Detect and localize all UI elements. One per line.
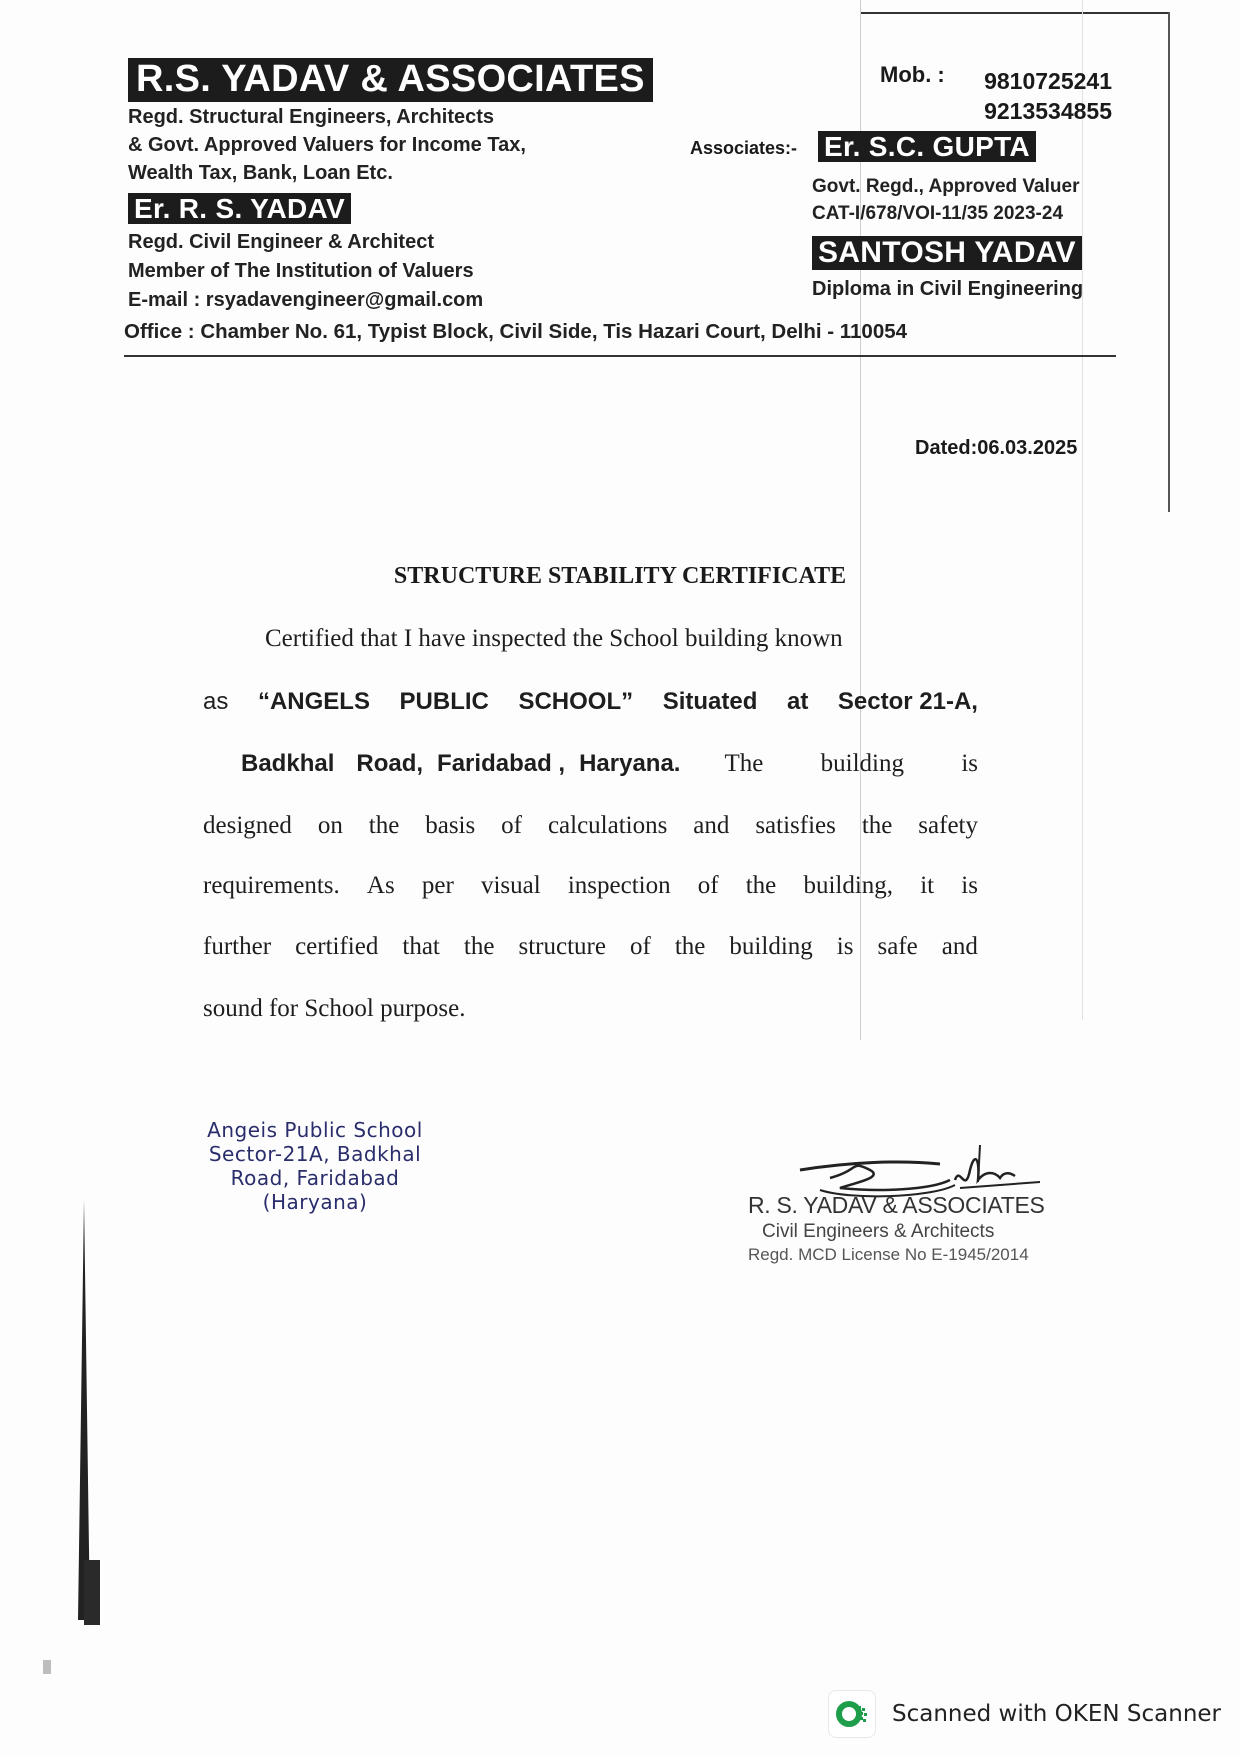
body-word: Situated	[662, 688, 758, 715]
principal-membership: Member of The Institution of Valuers	[128, 260, 474, 282]
body-line	[203, 872, 978, 900]
body-word: As	[366, 872, 395, 899]
body-word: on	[317, 812, 343, 839]
associate-detail: Diploma in Civil Engineering	[812, 278, 1084, 300]
mobile-number: 9810725241	[984, 68, 1112, 94]
stamp-line: Angeis Public School	[207, 1118, 423, 1142]
mobile-label: Mob. :	[880, 62, 945, 87]
body-word: as	[203, 688, 229, 715]
firm-name-banner: R.S. YADAV & ASSOCIATES	[128, 58, 653, 102]
letterhead-divider	[124, 355, 1116, 357]
associate-detail: Govt. Regd., Approved Valuer	[812, 176, 1080, 197]
oken-logo-icon	[828, 1690, 876, 1738]
body-word: certified	[295, 933, 379, 960]
body-word: requirements.	[203, 872, 340, 899]
body-word: inspection	[567, 872, 671, 899]
body-word: is	[961, 750, 978, 777]
school-name-word: PUBLIC	[399, 688, 489, 715]
body-word: the	[745, 872, 777, 899]
mobile-number: 9213534855	[984, 98, 1112, 124]
tagline-line: Wealth Tax, Bank, Loan Etc.	[128, 162, 393, 184]
body-word: is	[961, 872, 978, 899]
body-word: visual	[480, 872, 541, 899]
principal-name-banner: Er. R. S. YADAV	[128, 193, 351, 224]
body-word: the	[674, 933, 706, 960]
associate-name-banner: SANTOSH YADAV	[812, 236, 1082, 270]
body-word: building,	[803, 872, 894, 899]
associate-name-banner: Er. S.C. GUPTA	[818, 131, 1036, 162]
body-word: of	[501, 812, 522, 839]
body-word: is	[836, 933, 854, 960]
office-address: Office : Chamber No. 61, Typist Block, Civil Side, Tis Hazari Court, Delhi - 110054	[124, 320, 908, 343]
body-line	[203, 812, 978, 840]
school-name-word: SCHOOL”	[518, 688, 634, 715]
associates-label: Associates:-	[690, 138, 798, 158]
school-name-word: “ANGELS	[257, 688, 370, 715]
body-word: of	[629, 933, 651, 960]
body-word: building	[729, 933, 813, 960]
scan-artifact	[43, 1660, 51, 1674]
body-word: of	[697, 872, 719, 899]
body-word: and	[941, 933, 978, 960]
principal-details	[128, 228, 483, 315]
firm-tagline	[128, 103, 526, 187]
body-phrase	[724, 750, 978, 778]
scan-border-right	[1168, 12, 1170, 512]
scan-edge-shadow	[84, 1560, 100, 1625]
watermark-text: Scanned with OKEN Scanner	[892, 1701, 1221, 1727]
address-word: Haryana.	[579, 750, 681, 777]
title-text: STRUCTURE STABILITY CERTIFICATE	[393, 563, 847, 589]
body-line	[203, 688, 978, 716]
body-word: that	[402, 933, 440, 960]
body-word: and	[693, 812, 730, 839]
body-word: calculations	[547, 812, 668, 839]
body-word: further	[203, 933, 272, 960]
document-title	[0, 563, 1240, 590]
body-word: at	[786, 688, 809, 715]
mobile-numbers	[970, 66, 1112, 126]
address-word: Road,	[356, 750, 424, 777]
stamp-line: Road, Faridabad	[230, 1166, 400, 1190]
stamp-line: Sector-21A, Badkhal	[208, 1142, 422, 1166]
body-word: structure	[518, 933, 606, 960]
scanner-watermark	[828, 1690, 1221, 1738]
address-word: Faridabad ,	[437, 750, 566, 777]
body-word: it	[920, 872, 935, 899]
associate-details	[812, 173, 1079, 227]
body-word: the	[463, 933, 495, 960]
address-word: Badkhal	[241, 750, 335, 777]
scan-edge-shadow	[78, 1200, 90, 1620]
scan-border-top	[860, 12, 1170, 14]
body-word: satisfies	[755, 812, 836, 839]
body-line: sound for School purpose.	[203, 995, 466, 1022]
scan-fold-line	[1082, 0, 1083, 1020]
body-line	[241, 750, 978, 778]
body-word: designed	[203, 812, 292, 839]
stamp-line: (Haryana)	[262, 1190, 368, 1214]
document-date: Dated:06.03.2025	[915, 437, 1078, 459]
firm-stamp	[748, 1192, 1048, 1265]
body-word: the	[861, 812, 893, 839]
body-word: safety	[918, 812, 978, 839]
stamp-license: Regd. MCD License No E-1945/2014	[748, 1245, 1029, 1264]
principal-qualification: Regd. Civil Engineer & Architect	[128, 231, 434, 253]
tagline-line: Regd. Structural Engineers, Architects	[128, 106, 495, 128]
body-word: building	[820, 750, 904, 777]
body-word: per	[421, 872, 454, 899]
stamp-firm-name: R. S. YADAV & ASSOCIATES	[748, 1192, 1045, 1218]
stamp-firm-type: Civil Engineers & Architects	[762, 1221, 995, 1242]
principal-email: E-mail : rsyadavengineer@gmail.com	[128, 289, 484, 311]
school-location: Sector 21-A,	[837, 688, 978, 715]
body-line: Certified that I have inspected the School building known	[265, 625, 843, 652]
school-stamp	[185, 1118, 445, 1214]
tagline-line: & Govt. Approved Valuers for Income Tax,	[128, 134, 526, 156]
body-word: basis	[425, 812, 476, 839]
body-word: the	[368, 812, 400, 839]
associate-detail: CAT-I/678/VOI-11/35 2023-24	[812, 203, 1064, 224]
body-word: safe	[877, 933, 918, 960]
body-line	[203, 933, 978, 961]
body-word: The	[724, 750, 764, 777]
